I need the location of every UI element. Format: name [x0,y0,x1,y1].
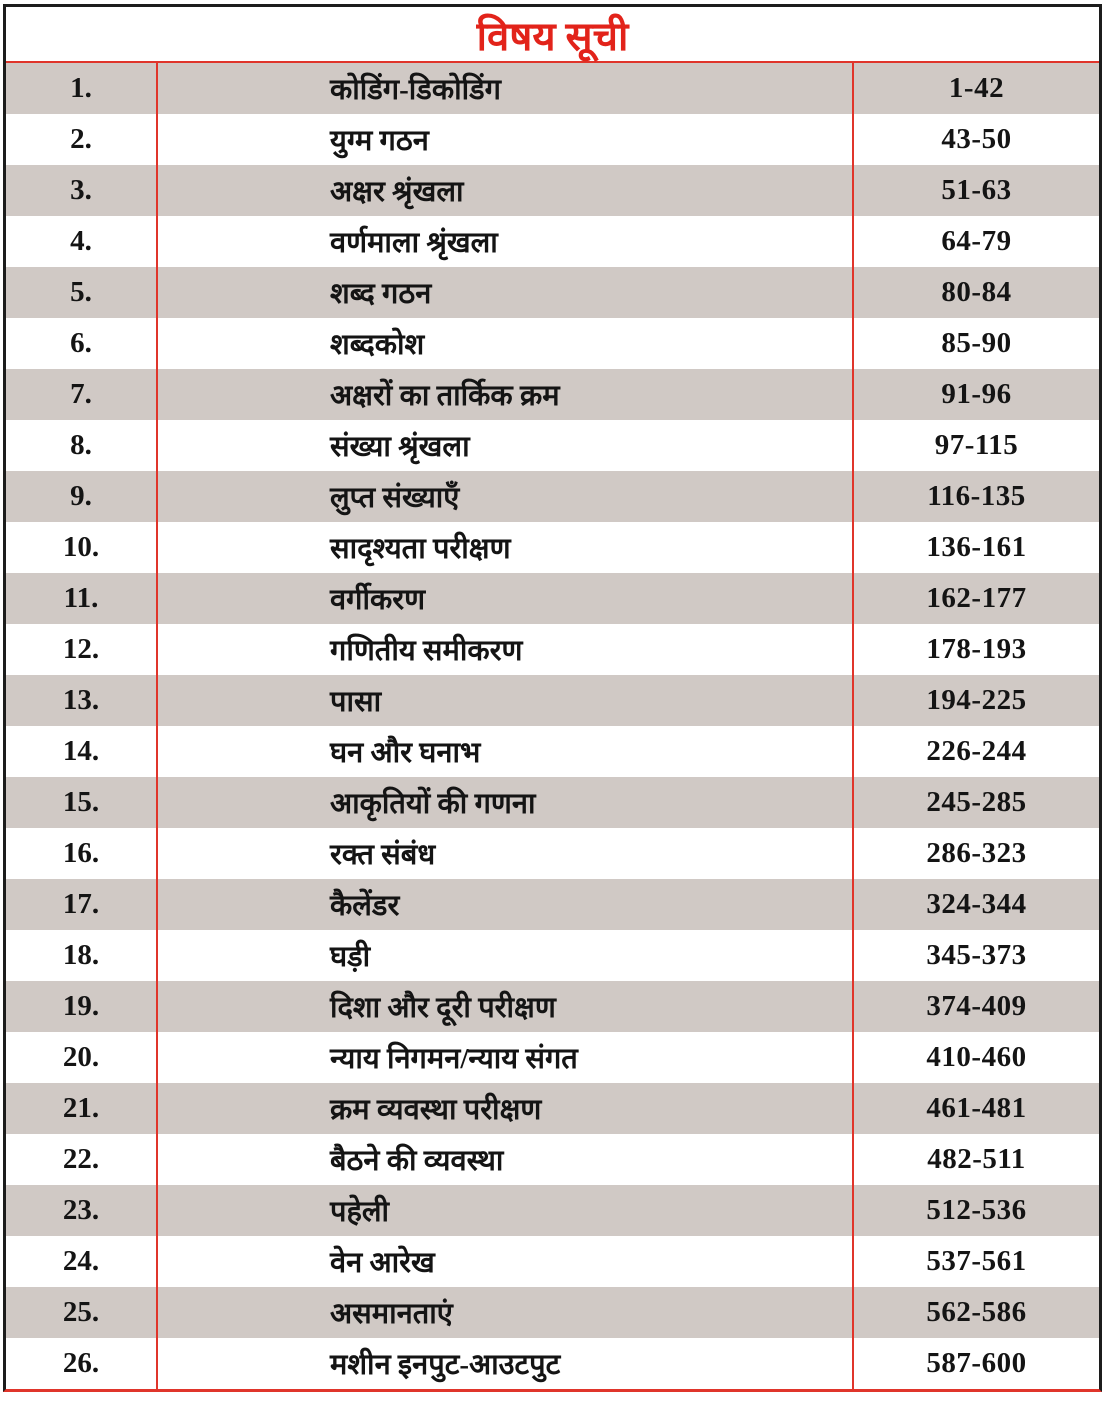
table-row [6,165,1099,216]
row-page-range: 64-79 [941,225,1012,257]
row-topic: वेन आरेख [158,1236,854,1287]
table-row [6,1083,1099,1134]
row-topic: गणितीय समीकरण [158,624,854,675]
row-page-range: 245-285 [926,786,1027,818]
row-topic: घड़ी [158,930,854,981]
row-topic: पासा [158,675,854,726]
row-topic: क्रम व्यवस्था परीक्षण [158,1083,854,1134]
row-page-range: 91-96 [941,378,1012,410]
row-page-range: 51-63 [941,174,1012,206]
row-page-range: 136-161 [926,531,1027,563]
table-row [6,624,1099,675]
table-row [6,879,1099,930]
row-page-range: 162-177 [926,582,1027,614]
table-row [6,471,1099,522]
row-topic: लुप्त संख्याएँ [158,471,854,522]
row-serial: 25. [6,1287,158,1338]
row-topic: न्याय निगमन/न्याय संगत [158,1032,854,1083]
row-topic: घन और घनाभ [158,726,854,777]
row-serial: 15. [6,777,158,828]
row-page-range: 461-481 [926,1092,1027,1124]
table-row [6,777,1099,828]
row-page-range: 537-561 [926,1245,1027,1277]
row-topic: शब्द गठन [158,267,854,318]
row-topic: कोडिंग-डिकोडिंग [158,63,854,114]
table-row [6,930,1099,981]
row-serial: 9. [6,471,158,522]
row-page-range: 286-323 [926,837,1027,869]
table-row [6,1185,1099,1236]
page-title: विषय सूची [6,7,1099,63]
row-page-range: 178-193 [926,633,1027,665]
row-page-range: 226-244 [926,735,1027,767]
table-row [6,522,1099,573]
row-serial: 4. [6,216,158,267]
row-page-range: 97-115 [934,429,1019,461]
row-topic: दिशा और दूरी परीक्षण [158,981,854,1032]
row-serial: 10. [6,522,158,573]
row-page-range: 324-344 [926,888,1027,920]
table-row [6,981,1099,1032]
row-topic: युग्म गठन [158,114,854,165]
row-serial: 8. [6,420,158,471]
table-row [6,828,1099,879]
row-topic: अक्षर श्रृंखला [158,165,854,216]
table-row [6,1236,1099,1287]
row-serial: 13. [6,675,158,726]
row-topic: बैठने की व्यवस्था [158,1134,854,1185]
table-row [6,420,1099,471]
table-row [6,318,1099,369]
row-page-range: 374-409 [926,990,1027,1022]
row-topic: शब्दकोश [158,318,854,369]
table-row [6,216,1099,267]
row-topic: रक्त संबंध [158,828,854,879]
row-serial: 14. [6,726,158,777]
row-page-range: 85-90 [941,327,1012,359]
table-row [6,1032,1099,1083]
row-topic: पहेली [158,1185,854,1236]
row-topic: कैलेंडर [158,879,854,930]
row-serial: 6. [6,318,158,369]
row-serial: 11. [6,573,158,624]
table-row [6,114,1099,165]
row-topic: आकृतियों की गणना [158,777,854,828]
row-serial: 22. [6,1134,158,1185]
row-page-range: 1-42 [948,72,1005,104]
row-topic: वर्गीकरण [158,573,854,624]
table-row [6,369,1099,420]
table-row [6,1338,1099,1389]
row-serial: 2. [6,114,158,165]
row-serial: 24. [6,1236,158,1287]
row-page-range: 345-373 [926,939,1027,971]
row-page-range: 410-460 [926,1041,1027,1073]
row-serial: 3. [6,165,158,216]
row-topic: वर्णमाला श्रृंखला [158,216,854,267]
row-page-range: 194-225 [926,684,1027,716]
row-topic: असमानताएं [158,1287,854,1338]
table-row [6,63,1099,114]
toc-table [3,4,1102,1392]
toc-rows [6,63,1099,1389]
row-page-range: 80-84 [941,276,1012,308]
row-serial: 12. [6,624,158,675]
row-serial: 5. [6,267,158,318]
table-row [6,1287,1099,1338]
row-serial: 20. [6,1032,158,1083]
row-topic: सादृश्यता परीक्षण [158,522,854,573]
row-page-range: 587-600 [926,1347,1027,1379]
row-topic: अक्षरों का तार्किक क्रम [158,369,854,420]
row-serial: 18. [6,930,158,981]
table-row [6,267,1099,318]
row-serial: 16. [6,828,158,879]
row-serial: 7. [6,369,158,420]
row-serial: 21. [6,1083,158,1134]
row-serial: 19. [6,981,158,1032]
row-serial: 23. [6,1185,158,1236]
row-serial: 1. [6,63,158,114]
table-row [6,726,1099,777]
row-page-range: 116-135 [927,480,1026,512]
row-page-range: 512-536 [926,1194,1027,1226]
table-row [6,573,1099,624]
row-topic: मशीन इनपुट-आउटपुट [158,1338,854,1389]
row-page-range: 562-586 [926,1296,1027,1328]
row-serial: 17. [6,879,158,930]
row-serial: 26. [6,1338,158,1389]
row-topic: संख्या श्रृंखला [158,420,854,471]
row-page-range: 482-511 [927,1143,1026,1175]
table-row [6,675,1099,726]
row-page-range: 43-50 [941,123,1012,155]
table-row [6,1134,1099,1185]
